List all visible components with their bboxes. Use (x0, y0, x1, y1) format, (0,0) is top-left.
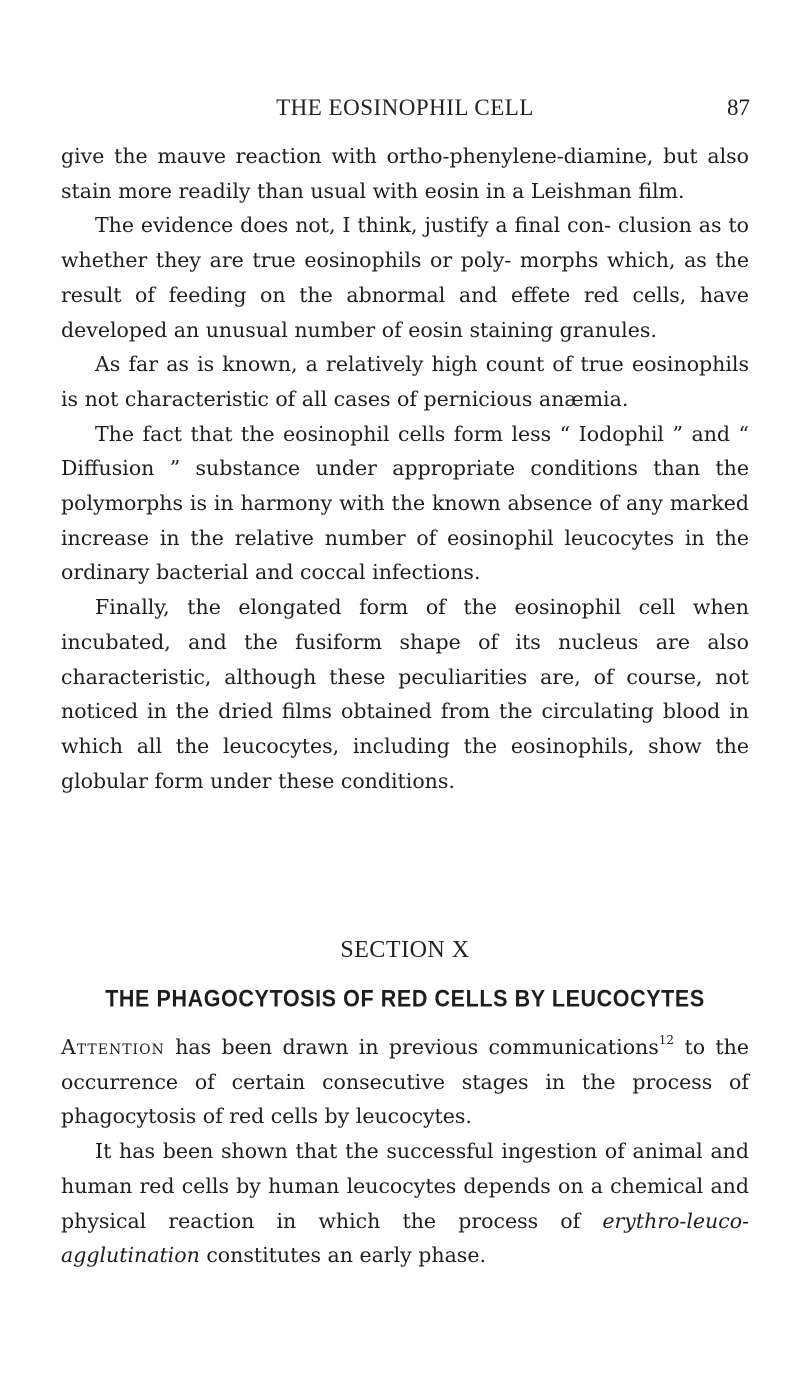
running-head (60, 95, 750, 125)
footnote-reference[interactable]: 12 (658, 1033, 675, 1048)
paragraph-7-text: It has been shown that the successful ingestion of animal and human red cells by human leucocytes depends on a chemical and physical reaction in which the process of (61, 1139, 749, 1233)
paragraph-6-text: has been drawn in previous communications (164, 1035, 659, 1059)
running-title: THE EOSINOPHIL CELL (276, 95, 534, 120)
paragraph-7-text-end: constitutes an early phase. (199, 1243, 486, 1268)
section-title: THE PHAGOCYTOSIS OF RED CELLS BY LEUCOCYTES (105, 985, 705, 1012)
section-label: SECTION X (340, 937, 470, 963)
body-text-top (61, 139, 749, 798)
body-text-bottom (61, 1030, 749, 1273)
paragraph-2: The evidence does not, I think, justify a final con- clusion as to whether they are true eosinophils or poly- morphs which, as the result of feeding on the abnormal and effete red cells, have developed an unusual number of eosin staining granules. (61, 213, 749, 342)
paragraph-4: The fact that the eosinophil cells form less “ Iodophil ” and “ Diffusion ” substance under appropriate conditions than the polymorphs is in harmony with the known absence of any marked increase in the relative number of eosinophil leucocytes in the ordinary bacterial and coccal infections. (61, 421, 749, 585)
paragraph-6-text-continued: to the occurrence of certain consecutive stages in the process of phagocytosis of red cells by leucocytes. (61, 1035, 749, 1129)
paragraph-5: Finally, the elongated form of the eosinophil cell when incubated, and the fusiform shape of its nucleus are also characteristic, although these peculiarities are, of course, not noticed in the dried films obtained from the circulating blood in which all the leucocytes, including the eosinophils, show the globular form under these conditions. (61, 595, 749, 793)
page-number: 87 (727, 95, 750, 120)
paragraph-7 (61, 1134, 749, 1273)
lead-word: Attention (61, 1035, 165, 1059)
paragraph-1: give the mauve reaction with ortho-phenylene-diamine, but also stain more readily than usual with eosin in a Leishman film. (61, 144, 749, 203)
italic-term: erythro-leuco-agglutination (61, 1208, 749, 1268)
paragraph-6 (61, 1030, 749, 1134)
paragraph-3: As far as is known, a relatively high count of true eosinophils is not characteristic of all cases of pernicious anæmia. (61, 352, 749, 411)
